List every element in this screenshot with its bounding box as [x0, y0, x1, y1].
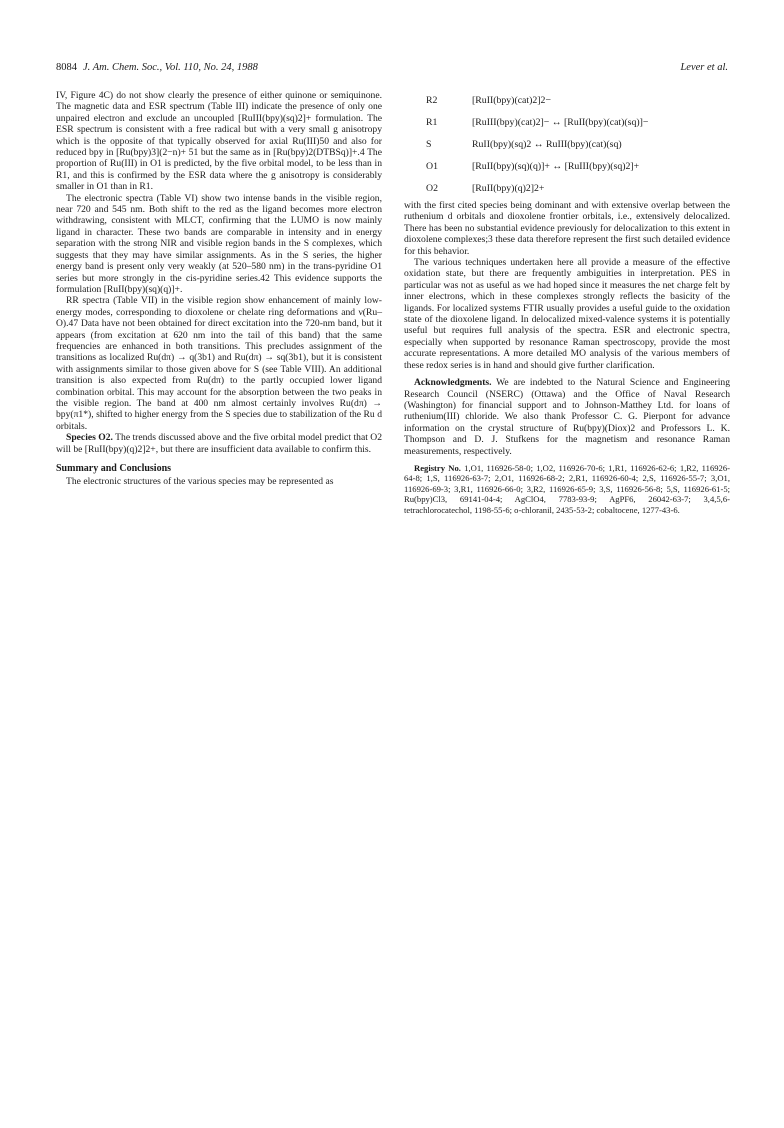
paragraph-acknowledgments: [404, 377, 730, 457]
paragraph-rr-spectra: RR spectra (Table VII) in the visible region show enhancement of mainly low-energy modes, corresponding to dioxolene or chelate ring deformations and ν(Ru–O).47 Data have not been obtained for direct excitation into the 720-nm band, but it appears (from excitation at 620 nm into the tail of this band) that the same frequencies are enhanced in both transitions. This precludes assignment of the transitions as localized Ru(dπ) → q(3b1) and Ru(dπ) → sq(3b1), but it is consistent with assignments similar to those given above for S (see Table VIII). An additional transition is also expected from Ru(dπ) to the partly occupied lower ligand combination orbital. This may account for the absorption between the two peaks in the visible region. The band at 400 nm almost certainly involves Ru(dπ) → bpy(π1*), shifted to higher energy from the S species due to stabilization of the Ru d orbitals.: [56, 295, 382, 432]
section-title-summary: Summary and Conclusions: [56, 463, 172, 474]
paragraph-summary-intro: The electronic structures of the various species may be represented as: [66, 476, 334, 488]
paragraph-delocalization: with the first cited species being dominant and with extensive overlap between the ruthenium d orbitals and dioxolene frontier orbitals, i.e., extensively delocalized. There has been no substantial evidence previously for delocalization to this extent in dioxolene complexes;3 these data therefore represent the first such detailed evidence for this behavior.: [404, 200, 730, 257]
registry-numbers: [404, 463, 730, 515]
header-left: [56, 62, 258, 73]
journal-citation: J. Am. Chem. Soc., Vol. 110, No. 24, 1988: [83, 62, 258, 73]
registry-text: 1,O1, 116926-58-0; 1,O2, 116926-70-6; 1,R1, 116926-62-6; 1,R2, 116926-64-8; 1,S, 116926-63-7; 2,O1, 116926-68-2; 2,R1, 116926-60-4; 2,S, 116926-55-7; 3,O1, 116926-69-3; 3,R1, 116926-66-0; 3,R2, 116926-65-9; 3,S, 116926-56-8; 5,S, 116926-61-5; Ru(bpy)Cl3, 69141-04-4; AgClO4, 7783-93-9; AgPF6, 26042-63-7; 3,4,5,6-tetrachlorocatechol, 1198-55-6; o-chloranil, 2435-53-2; cobaltocene, 1277-43-6.: [404, 462, 730, 515]
species-row: [426, 90, 730, 112]
paragraph-esr: IV, Figure 4C) do not show clearly the presence of either quinone or semiquinone. The magnetic data and ESR spectrum (Table III) indicate the presence of only one unpaired electron and exclude an uncoupled [RuIII(bpy)(sq)2]+ formulation. The ESR spectrum is consistent with a free radical but with a very small g anisotropy which is the opposite of that typically observed for axial Ru(III)50 and also for reduced bpy in [Ru(bpy)3](2−n)+ 51 but the same as in [Ru(bpy)2(DTBSq)]+.4 The proportion of Ru(III) in O1 is predicted, by the five orbital model, to be less than in R1, and this is confirmed by the ESR data where the g anisotropy is considerably smaller in O1 than in R1.: [56, 90, 382, 193]
species-label: R1: [426, 117, 438, 129]
species-list: [426, 90, 730, 200]
acknowledgments-text: We are indebted to the Natural Science and Engineering Research Council (NSERC) (Ottawa) and the Office of Naval Research (Washington) for financial support and to Johnson-Matthey Ltd. for loans of ruthenium(III) chloride. We also thank Professor C. G. Pierpont for advance information on the crystal structure of Ru(bpy)(Diox)2 and Professors L. K. Thompson and D. J. Stufkens for the magnetism and resonance Raman measurements, respectively.: [404, 377, 730, 457]
species-label: O2: [426, 183, 438, 195]
species-row: [426, 112, 730, 134]
paragraph-species-o2: [56, 432, 382, 455]
page-number: 8084: [56, 62, 77, 73]
species-formula: [RuII(bpy)(sq)(q)]+ ↔ [RuIII(bpy)(sq)2]+: [472, 161, 640, 173]
right-column: [404, 90, 730, 515]
species-formula: [RuII(bpy)(q)2]2+: [472, 183, 545, 195]
species-row: [426, 178, 730, 200]
species-formula: [RuIII(bpy)(cat)2]− ↔ [RuII(bpy)(cat)(sq)]−: [472, 117, 649, 129]
species-formula: [RuII(bpy)(cat)2]2−: [472, 95, 551, 107]
species-row: [426, 156, 730, 178]
left-column: [56, 90, 382, 488]
species-o2-heading: Species O2.: [66, 432, 113, 444]
paragraph-techniques: The various techniques undertaken here all provide a measure of the effective oxidation state, but there are frequently ambiguities in interpretation. PES in particular was not as useful as we had hoped since it measures the net charge felt by inner electrons, which in these complexes strongly reflects the basicity of the ligands. For localized systems FTIR usually provides a useful guide to the oxidation state of the dioxolene ligand. In delocalized mixed-valence systems it is potentially useful but requires full analysis of the spectra. ESR and electronic spectra, especially when supported by resonance Raman spectroscopy, provide the most accurate representations. A more detailed MO analysis of the various members of these redox series is in hand and should give further clarification.: [404, 257, 730, 371]
species-label: S: [426, 139, 432, 151]
species-label: O1: [426, 161, 438, 173]
species-o2-text: The trends discussed above and the five orbital model predict that O2 will be [RuII(bpy)(q)2]2+, but there are insufficient data available to confirm this.: [56, 432, 383, 455]
species-label: R2: [426, 95, 438, 107]
acknowledgments-heading: Acknowledgments.: [414, 377, 492, 389]
paragraph-electronic-spectra: The electronic spectra (Table VI) show two intense bands in the visible region, near 720 and 545 nm. Both shift to the red as the ligand becomes more electron withdrawing, consistent with MLCT, confirming that the LUMO is now mainly ligand in character. These two bands are comparable in intensity and in energy separation with the strong NIR and visible region bands in the S complexes, which suggests that they may have similar assignments. As in the S series, the higher energy band is present only very weakly (at 520–580 nm) in the trans-pyridine O1 series but more strongly in the cis-pyridine series.42 This evidence supports the formulation [RuII(bpy)(sq)(q)]+.: [56, 192, 382, 295]
registry-heading: Registry No.: [414, 462, 461, 473]
species-formula: RuII(bpy)(sq)2 ↔ RuIII(bpy)(cat)(sq): [472, 139, 622, 151]
species-row: [426, 134, 730, 156]
page-header: [56, 62, 728, 78]
running-authors: Lever et al.: [680, 62, 728, 73]
